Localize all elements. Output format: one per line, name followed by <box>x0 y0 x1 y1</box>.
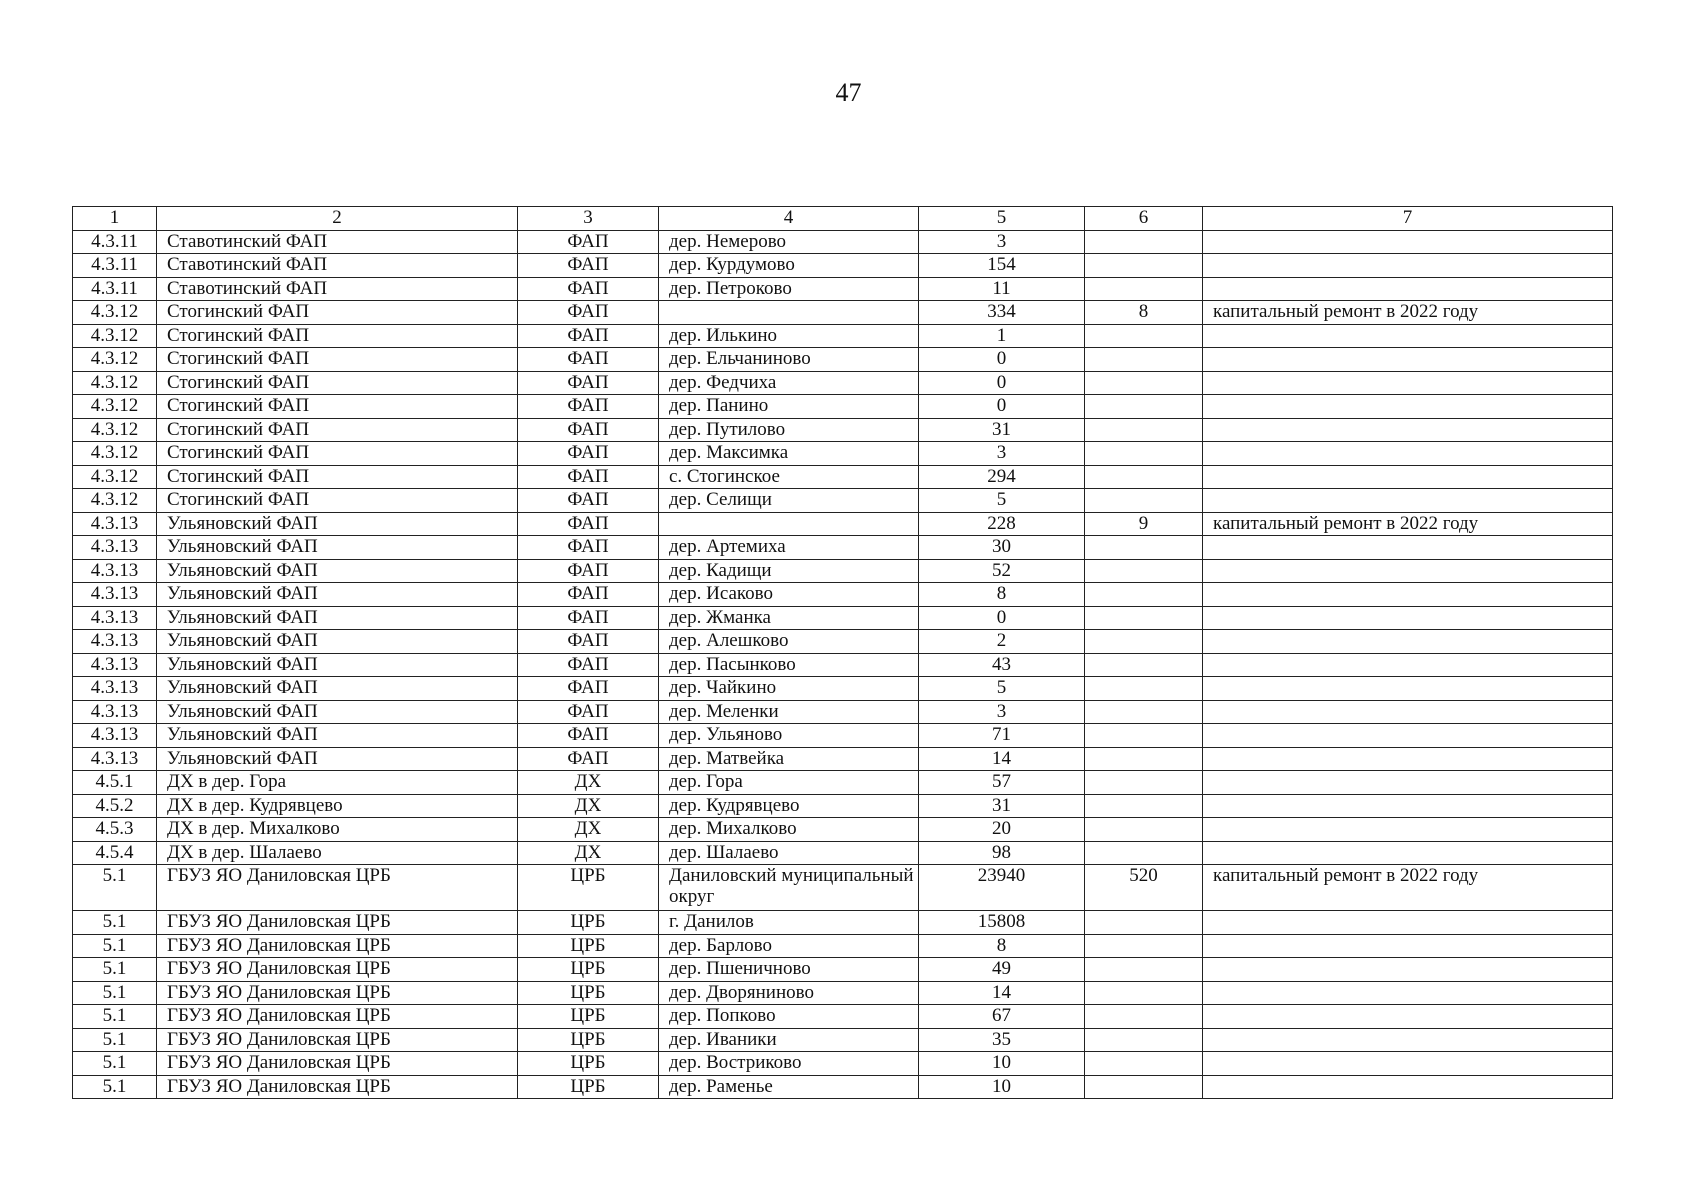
cell-facility-name: Ульяновский ФАП <box>157 559 518 583</box>
cell-facility-name: Ульяновский ФАП <box>157 536 518 560</box>
cell-number: 4.3.13 <box>73 512 157 536</box>
cell-settlement: дер. Пасынково <box>659 653 919 677</box>
cell-note <box>1203 371 1613 395</box>
cell-note <box>1203 677 1613 701</box>
cell-column-6 <box>1085 371 1203 395</box>
cell-facility-name: Ульяновский ФАП <box>157 677 518 701</box>
table-row <box>73 1075 1613 1099</box>
cell-note <box>1203 559 1613 583</box>
table-row <box>73 301 1613 325</box>
cell-column-6 <box>1085 724 1203 748</box>
cell-number: 4.5.1 <box>73 771 157 795</box>
cell-number: 4.3.13 <box>73 630 157 654</box>
cell-column-6 <box>1085 818 1203 842</box>
cell-column-6 <box>1085 465 1203 489</box>
cell-facility-name: Ставотинский ФАП <box>157 230 518 254</box>
cell-number: 4.3.11 <box>73 254 157 278</box>
cell-facility-name: ДХ в дер. Гора <box>157 771 518 795</box>
cell-column-6 <box>1085 418 1203 442</box>
cell-facility-type: ДХ <box>518 794 659 818</box>
cell-number: 5.1 <box>73 981 157 1005</box>
table-row <box>73 489 1613 513</box>
table-row <box>73 865 1613 911</box>
cell-settlement: дер. Иваники <box>659 1028 919 1052</box>
cell-column-6 <box>1085 230 1203 254</box>
cell-column-6 <box>1085 277 1203 301</box>
table-row <box>73 465 1613 489</box>
cell-population: 31 <box>919 794 1085 818</box>
cell-facility-type: ФАП <box>518 747 659 771</box>
cell-facility-type: ФАП <box>518 395 659 419</box>
cell-column-6 <box>1085 559 1203 583</box>
cell-number: 4.3.13 <box>73 653 157 677</box>
cell-facility-type: ФАП <box>518 606 659 630</box>
cell-settlement: дер. Федчиха <box>659 371 919 395</box>
cell-facility-name: ГБУЗ ЯО Даниловская ЦРБ <box>157 1028 518 1052</box>
cell-number: 4.3.13 <box>73 559 157 583</box>
table-header-row <box>73 207 1613 231</box>
cell-population: 52 <box>919 559 1085 583</box>
cell-column-6 <box>1085 606 1203 630</box>
cell-column-6 <box>1085 536 1203 560</box>
cell-column-6 <box>1085 911 1203 935</box>
cell-settlement: дер. Илькино <box>659 324 919 348</box>
cell-column-6 <box>1085 841 1203 865</box>
cell-number: 4.3.12 <box>73 371 157 395</box>
cell-facility-type: ДХ <box>518 771 659 795</box>
table-row <box>73 348 1613 372</box>
cell-settlement <box>659 301 919 325</box>
cell-facility-name: ГБУЗ ЯО Даниловская ЦРБ <box>157 865 518 911</box>
cell-number: 4.5.4 <box>73 841 157 865</box>
cell-facility-type: ЦРБ <box>518 865 659 911</box>
cell-number: 4.3.13 <box>73 583 157 607</box>
cell-population: 334 <box>919 301 1085 325</box>
cell-population: 3 <box>919 700 1085 724</box>
cell-facility-name: ГБУЗ ЯО Даниловская ЦРБ <box>157 934 518 958</box>
cell-settlement: дер. Гора <box>659 771 919 795</box>
cell-note <box>1203 700 1613 724</box>
cell-note <box>1203 442 1613 466</box>
cell-facility-type: ЦРБ <box>518 1005 659 1029</box>
cell-facility-type: ФАП <box>518 230 659 254</box>
cell-column-6: 9 <box>1085 512 1203 536</box>
cell-number: 5.1 <box>73 1005 157 1029</box>
table-row <box>73 630 1613 654</box>
cell-facility-name: ДХ в дер. Шалаево <box>157 841 518 865</box>
cell-facility-type: ЦРБ <box>518 981 659 1005</box>
cell-note <box>1203 583 1613 607</box>
cell-note <box>1203 1075 1613 1099</box>
table-row <box>73 794 1613 818</box>
table-row <box>73 606 1613 630</box>
cell-facility-type: ФАП <box>518 418 659 442</box>
cell-facility-name: ГБУЗ ЯО Даниловская ЦРБ <box>157 911 518 935</box>
cell-facility-type: ЦРБ <box>518 1075 659 1099</box>
cell-facility-name: Стогинский ФАП <box>157 442 518 466</box>
cell-note <box>1203 771 1613 795</box>
cell-note <box>1203 1052 1613 1076</box>
cell-settlement: дер. Путилово <box>659 418 919 442</box>
cell-population: 20 <box>919 818 1085 842</box>
cell-population: 8 <box>919 934 1085 958</box>
cell-settlement: дер. Чайкино <box>659 677 919 701</box>
cell-number: 5.1 <box>73 1028 157 1052</box>
cell-facility-type: ФАП <box>518 700 659 724</box>
cell-population: 15808 <box>919 911 1085 935</box>
cell-population: 2 <box>919 630 1085 654</box>
cell-facility-type: ФАП <box>518 371 659 395</box>
cell-note <box>1203 489 1613 513</box>
table-row <box>73 536 1613 560</box>
cell-column-6 <box>1085 677 1203 701</box>
cell-population: 5 <box>919 489 1085 513</box>
cell-facility-name: Ульяновский ФАП <box>157 700 518 724</box>
cell-facility-type: ЦРБ <box>518 911 659 935</box>
cell-number: 4.3.12 <box>73 395 157 419</box>
table-row <box>73 371 1613 395</box>
cell-column-6 <box>1085 348 1203 372</box>
cell-population: 8 <box>919 583 1085 607</box>
cell-population: 3 <box>919 230 1085 254</box>
cell-facility-name: Стогинский ФАП <box>157 371 518 395</box>
cell-settlement: дер. Попково <box>659 1005 919 1029</box>
cell-facility-name: Стогинский ФАП <box>157 418 518 442</box>
table-row <box>73 418 1613 442</box>
cell-note <box>1203 794 1613 818</box>
cell-facility-type: ФАП <box>518 559 659 583</box>
cell-population: 0 <box>919 395 1085 419</box>
cell-note <box>1203 653 1613 677</box>
cell-number: 4.3.13 <box>73 606 157 630</box>
cell-number: 5.1 <box>73 865 157 911</box>
cell-facility-type: ЦРБ <box>518 1052 659 1076</box>
column-header-6: 6 <box>1085 207 1203 231</box>
cell-population: 43 <box>919 653 1085 677</box>
cell-column-6 <box>1085 771 1203 795</box>
table-row <box>73 934 1613 958</box>
cell-facility-name: Ульяновский ФАП <box>157 724 518 748</box>
cell-population: 0 <box>919 606 1085 630</box>
cell-note <box>1203 1028 1613 1052</box>
cell-settlement: дер. Меленки <box>659 700 919 724</box>
cell-population: 71 <box>919 724 1085 748</box>
table-row <box>73 254 1613 278</box>
cell-note: капитальный ремонт в 2022 году <box>1203 301 1613 325</box>
table-row <box>73 724 1613 748</box>
cell-population: 10 <box>919 1075 1085 1099</box>
cell-population: 67 <box>919 1005 1085 1029</box>
cell-column-6 <box>1085 395 1203 419</box>
cell-number: 4.3.13 <box>73 724 157 748</box>
cell-column-6 <box>1085 934 1203 958</box>
cell-number: 4.3.12 <box>73 489 157 513</box>
cell-number: 4.3.12 <box>73 465 157 489</box>
table-row <box>73 1005 1613 1029</box>
cell-note <box>1203 348 1613 372</box>
cell-facility-type: ФАП <box>518 465 659 489</box>
cell-settlement: дер. Панино <box>659 395 919 419</box>
cell-settlement: дер. Петроково <box>659 277 919 301</box>
table-row <box>73 981 1613 1005</box>
cell-column-6 <box>1085 1075 1203 1099</box>
cell-facility-name: ГБУЗ ЯО Даниловская ЦРБ <box>157 981 518 1005</box>
cell-settlement: дер. Барлово <box>659 934 919 958</box>
cell-number: 5.1 <box>73 958 157 982</box>
table-row <box>73 771 1613 795</box>
cell-settlement: дер. Алешково <box>659 630 919 654</box>
cell-note: капитальный ремонт в 2022 году <box>1203 512 1613 536</box>
cell-number: 4.3.12 <box>73 418 157 442</box>
table-row <box>73 512 1613 536</box>
cell-number: 4.5.3 <box>73 818 157 842</box>
cell-facility-name: Стогинский ФАП <box>157 465 518 489</box>
cell-settlement: дер. Артемиха <box>659 536 919 560</box>
cell-note <box>1203 254 1613 278</box>
cell-facility-type: ФАП <box>518 536 659 560</box>
cell-population: 294 <box>919 465 1085 489</box>
cell-facility-name: ГБУЗ ЯО Даниловская ЦРБ <box>157 1005 518 1029</box>
cell-note <box>1203 465 1613 489</box>
cell-settlement: дер. Исаково <box>659 583 919 607</box>
column-header-4: 4 <box>659 207 919 231</box>
cell-facility-name: ГБУЗ ЯО Даниловская ЦРБ <box>157 1075 518 1099</box>
cell-facility-type: ФАП <box>518 489 659 513</box>
cell-facility-type: ФАП <box>518 653 659 677</box>
cell-number: 5.1 <box>73 1075 157 1099</box>
cell-note <box>1203 981 1613 1005</box>
cell-column-6 <box>1085 794 1203 818</box>
table-row <box>73 818 1613 842</box>
cell-facility-name: ГБУЗ ЯО Даниловская ЦРБ <box>157 958 518 982</box>
cell-column-6 <box>1085 630 1203 654</box>
cell-population: 23940 <box>919 865 1085 911</box>
cell-population: 98 <box>919 841 1085 865</box>
cell-facility-name: ГБУЗ ЯО Даниловская ЦРБ <box>157 1052 518 1076</box>
cell-population: 5 <box>919 677 1085 701</box>
cell-settlement: дер. Шалаево <box>659 841 919 865</box>
cell-facility-name: Стогинский ФАП <box>157 348 518 372</box>
cell-note <box>1203 747 1613 771</box>
cell-column-6 <box>1085 442 1203 466</box>
cell-facility-name: Стогинский ФАП <box>157 324 518 348</box>
cell-column-6 <box>1085 653 1203 677</box>
cell-number: 5.1 <box>73 934 157 958</box>
cell-facility-type: ДХ <box>518 818 659 842</box>
cell-note <box>1203 536 1613 560</box>
cell-facility-name: Ульяновский ФАП <box>157 583 518 607</box>
cell-note <box>1203 277 1613 301</box>
cell-settlement: дер. Кадищи <box>659 559 919 583</box>
table-row <box>73 583 1613 607</box>
table-row <box>73 958 1613 982</box>
cell-number: 4.3.13 <box>73 700 157 724</box>
cell-number: 4.3.12 <box>73 324 157 348</box>
cell-settlement: дер. Курдумово <box>659 254 919 278</box>
cell-population: 14 <box>919 747 1085 771</box>
cell-population: 31 <box>919 418 1085 442</box>
cell-facility-type: ФАП <box>518 348 659 372</box>
cell-facility-name: ДХ в дер. Михалково <box>157 818 518 842</box>
cell-facility-type: ФАП <box>518 512 659 536</box>
cell-facility-name: Ульяновский ФАП <box>157 747 518 771</box>
cell-population: 0 <box>919 348 1085 372</box>
table-row <box>73 677 1613 701</box>
cell-settlement: дер. Матвейка <box>659 747 919 771</box>
cell-facility-type: ФАП <box>518 254 659 278</box>
table-row <box>73 324 1613 348</box>
table-row <box>73 841 1613 865</box>
cell-note <box>1203 958 1613 982</box>
cell-note <box>1203 230 1613 254</box>
cell-population: 0 <box>919 371 1085 395</box>
table-row <box>73 747 1613 771</box>
table-row <box>73 653 1613 677</box>
cell-number: 4.5.2 <box>73 794 157 818</box>
cell-settlement <box>659 512 919 536</box>
column-header-3: 3 <box>518 207 659 231</box>
cell-number: 4.3.12 <box>73 348 157 372</box>
cell-facility-name: ДХ в дер. Кудрявцево <box>157 794 518 818</box>
cell-settlement: дер. Кудрявцево <box>659 794 919 818</box>
cell-number: 4.3.12 <box>73 301 157 325</box>
cell-number: 4.3.13 <box>73 536 157 560</box>
cell-column-6 <box>1085 1052 1203 1076</box>
cell-facility-type: ЦРБ <box>518 1028 659 1052</box>
data-table <box>72 206 1613 1099</box>
cell-number: 4.3.11 <box>73 230 157 254</box>
cell-note <box>1203 418 1613 442</box>
cell-settlement: дер. Ельчаниново <box>659 348 919 372</box>
cell-column-6 <box>1085 981 1203 1005</box>
cell-settlement: дер. Раменье <box>659 1075 919 1099</box>
cell-note <box>1203 934 1613 958</box>
cell-settlement: дер. Михалково <box>659 818 919 842</box>
cell-column-6 <box>1085 254 1203 278</box>
cell-column-6 <box>1085 489 1203 513</box>
column-header-5: 5 <box>919 207 1085 231</box>
cell-settlement: дер. Дворяниново <box>659 981 919 1005</box>
column-header-2: 2 <box>157 207 518 231</box>
cell-note: капитальный ремонт в 2022 году <box>1203 865 1613 911</box>
cell-settlement: дер. Востриково <box>659 1052 919 1076</box>
table-row <box>73 230 1613 254</box>
cell-facility-type: ДХ <box>518 841 659 865</box>
cell-column-6 <box>1085 1028 1203 1052</box>
cell-population: 154 <box>919 254 1085 278</box>
cell-facility-type: ЦРБ <box>518 934 659 958</box>
cell-population: 14 <box>919 981 1085 1005</box>
cell-facility-name: Ульяновский ФАП <box>157 653 518 677</box>
cell-population: 228 <box>919 512 1085 536</box>
table-row <box>73 559 1613 583</box>
cell-column-6 <box>1085 747 1203 771</box>
cell-population: 49 <box>919 958 1085 982</box>
cell-note <box>1203 630 1613 654</box>
cell-settlement: дер. Жманка <box>659 606 919 630</box>
cell-facility-name: Стогинский ФАП <box>157 395 518 419</box>
cell-column-6 <box>1085 958 1203 982</box>
cell-population: 35 <box>919 1028 1085 1052</box>
cell-note <box>1203 606 1613 630</box>
cell-settlement: дер. Немерово <box>659 230 919 254</box>
cell-settlement: дер. Максимка <box>659 442 919 466</box>
cell-facility-name: Ставотинский ФАП <box>157 277 518 301</box>
page-number: 47 <box>835 78 862 107</box>
cell-note <box>1203 818 1613 842</box>
cell-facility-name: Ульяновский ФАП <box>157 606 518 630</box>
cell-note <box>1203 395 1613 419</box>
cell-facility-type: ФАП <box>518 724 659 748</box>
cell-settlement: с. Стогинское <box>659 465 919 489</box>
cell-number: 4.3.13 <box>73 747 157 771</box>
column-header-1: 1 <box>73 207 157 231</box>
cell-facility-name: Стогинский ФАП <box>157 301 518 325</box>
table-row <box>73 395 1613 419</box>
cell-facility-name: Ставотинский ФАП <box>157 254 518 278</box>
cell-facility-type: ФАП <box>518 277 659 301</box>
cell-number: 4.3.13 <box>73 677 157 701</box>
table-row <box>73 277 1613 301</box>
cell-column-6 <box>1085 1005 1203 1029</box>
cell-population: 3 <box>919 442 1085 466</box>
cell-column-6: 520 <box>1085 865 1203 911</box>
cell-settlement: дер. Ульяново <box>659 724 919 748</box>
cell-number: 5.1 <box>73 911 157 935</box>
cell-population: 30 <box>919 536 1085 560</box>
column-header-7: 7 <box>1203 207 1613 231</box>
cell-note <box>1203 841 1613 865</box>
cell-population: 10 <box>919 1052 1085 1076</box>
cell-facility-name: Ульяновский ФАП <box>157 630 518 654</box>
cell-note <box>1203 324 1613 348</box>
cell-facility-name: Стогинский ФАП <box>157 489 518 513</box>
cell-facility-name: Ульяновский ФАП <box>157 512 518 536</box>
cell-facility-type: ЦРБ <box>518 958 659 982</box>
cell-settlement: дер. Селищи <box>659 489 919 513</box>
cell-number: 4.3.11 <box>73 277 157 301</box>
cell-number: 4.3.12 <box>73 442 157 466</box>
cell-note <box>1203 1005 1613 1029</box>
cell-facility-type: ФАП <box>518 677 659 701</box>
cell-population: 57 <box>919 771 1085 795</box>
cell-population: 1 <box>919 324 1085 348</box>
cell-number: 5.1 <box>73 1052 157 1076</box>
table-row <box>73 442 1613 466</box>
cell-facility-type: ФАП <box>518 630 659 654</box>
cell-facility-type: ФАП <box>518 583 659 607</box>
cell-settlement: Даниловский муниципальный округ <box>659 865 919 911</box>
cell-settlement: дер. Пшеничново <box>659 958 919 982</box>
table-body <box>73 207 1613 1099</box>
cell-column-6 <box>1085 700 1203 724</box>
table-row <box>73 1028 1613 1052</box>
cell-population: 11 <box>919 277 1085 301</box>
cell-column-6 <box>1085 324 1203 348</box>
cell-column-6: 8 <box>1085 301 1203 325</box>
cell-settlement: г. Данилов <box>659 911 919 935</box>
table-row <box>73 1052 1613 1076</box>
cell-facility-type: ФАП <box>518 301 659 325</box>
table-row <box>73 911 1613 935</box>
cell-column-6 <box>1085 583 1203 607</box>
cell-facility-type: ФАП <box>518 324 659 348</box>
table-row <box>73 700 1613 724</box>
cell-note <box>1203 724 1613 748</box>
cell-note <box>1203 911 1613 935</box>
cell-facility-type: ФАП <box>518 442 659 466</box>
